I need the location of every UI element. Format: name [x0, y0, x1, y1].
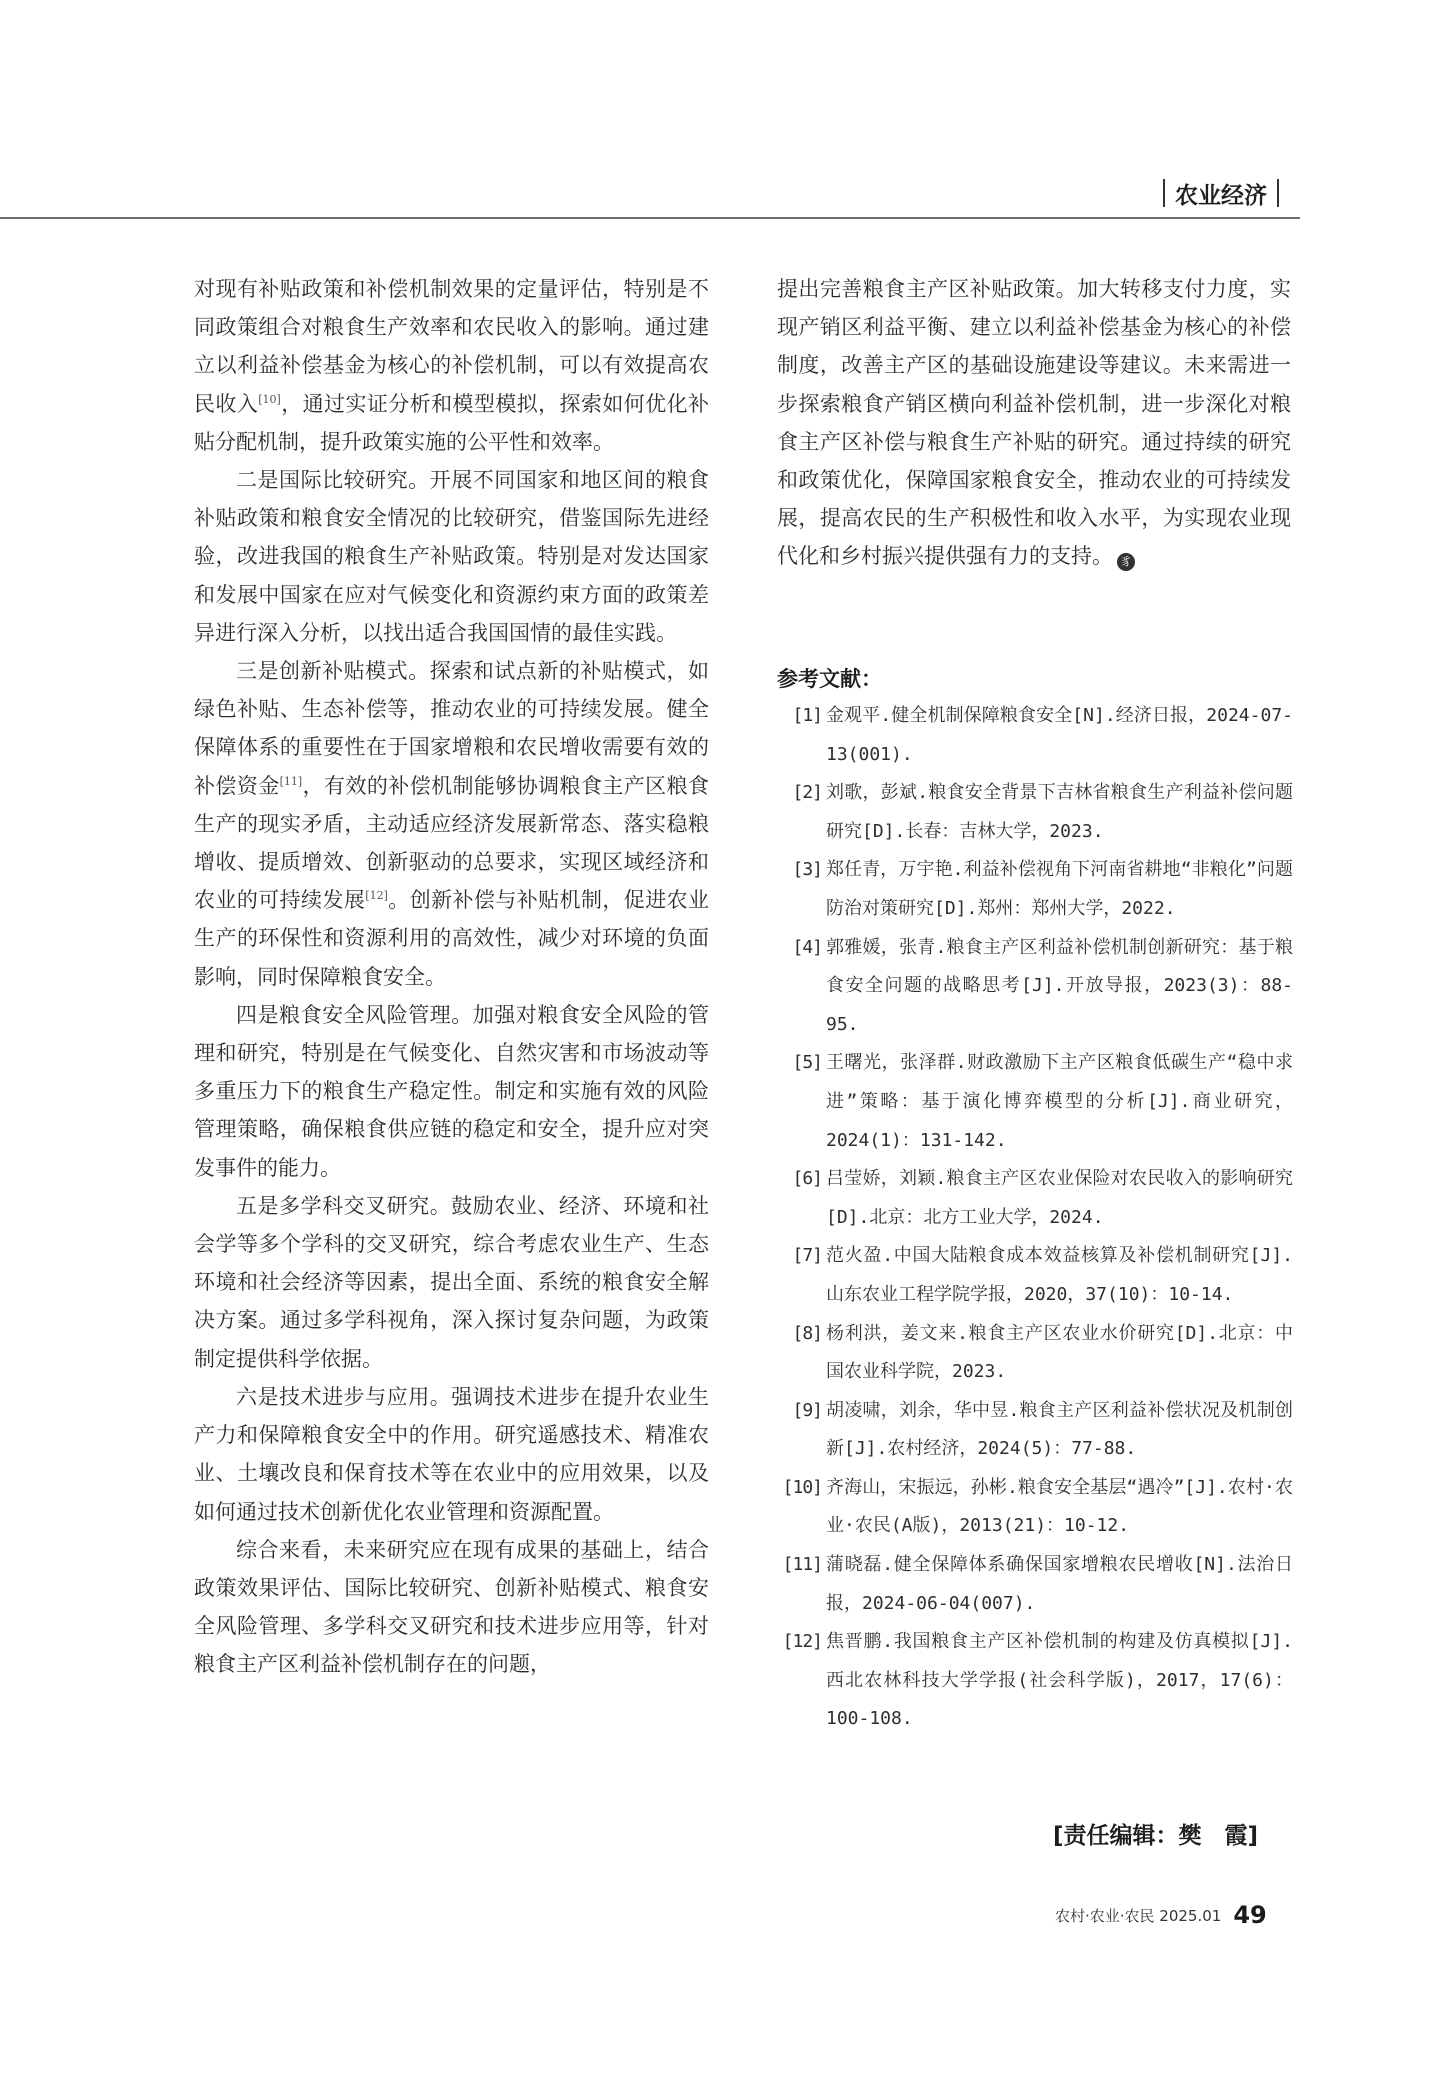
reference-item	[780, 1546, 1293, 1623]
paragraph-text: 三是创新补贴模式。探索和试点新的补贴模式，如绿色补贴、生态补偿等，推动农业的可持续发展。健全保障体系的重要性在于国家增粮和农民增收需要有效的补偿资金	[194, 659, 709, 798]
references-title: 参考文献：	[777, 667, 882, 691]
reference-text: 吕莹娇，刘颖.粮食主产区农业保险对农民收入的影响研究[D].北京：北方工业大学，2024.	[826, 1168, 1293, 1228]
section-title: 农业经济	[1175, 182, 1267, 209]
page-footer	[1055, 1900, 1267, 1930]
reference-text: 金观平.健全机制保障粮食安全[N].经济日报，2024-07-13(001).	[826, 705, 1293, 765]
reference-item	[780, 1044, 1293, 1160]
reference-item	[780, 774, 1293, 851]
citation-11: [11]	[279, 774, 303, 788]
journal-issue: 农村·农业·农民 2025.01	[1055, 1906, 1222, 1925]
reference-text: 郑任青，万宇艳.利益补偿视角下河南省耕地“非粮化”问题防治对策研究[D].郑州：郑州大学，2022.	[826, 859, 1293, 919]
section-label	[1163, 170, 1279, 216]
left-paragraph-3	[194, 652, 709, 996]
reference-item	[780, 1160, 1293, 1237]
reference-text: 王曙光，张泽群.财政激励下主产区粮食低碳生产“稳中求进”策略：基于演化博弈模型的分析[J].商业研究，2024(1)：131-142.	[826, 1052, 1293, 1151]
reference-text: 杨利洪，姜文来.粮食主产区农业水价研究[D].北京：中国农业科学院，2023.	[826, 1322, 1293, 1383]
left-paragraph-7: 综合来看，未来研究应在现有成果的基础上，结合政策效果评估、国际比较研究、创新补贴模式、粮食安全风险管理、多学科交叉研究和技术进步应用等，针对粮食主产区利益补偿机制存在的问题，	[194, 1537, 709, 1677]
left-paragraph-6: 六是技术进步与应用。强调技术进步在提升农业生产力和保障粮食安全中的作用。研究遥感技术、精准农业、土壤改良和保育技术等在农业中的应用效果，以及如何通过技术创新优化农业管理和资源配置。	[194, 1384, 709, 1524]
references-list	[780, 697, 1293, 1739]
left-column	[194, 270, 709, 1684]
paragraph-text: ，通过实证分析和模型模拟，探索如何优化补贴分配机制，提升政策实施的公平性和效率。	[194, 391, 710, 454]
left-paragraph-5: 五是多学科交叉研究。鼓励农业、经济、环境和社会学等多个学科的交叉研究，综合考虑农业生产、生态环境和社会经济等因素，提出全面、系统的粮食安全解决方案。通过多学科视角，深入探讨复杂问题，为政策制定提供科学依据。	[194, 1193, 709, 1371]
reference-item	[780, 1315, 1293, 1392]
header-rule	[0, 217, 1300, 219]
left-paragraph-1	[194, 270, 709, 461]
page-number: 49	[1233, 1901, 1267, 1929]
reference-item	[780, 1392, 1293, 1469]
reference-number: [6]	[792, 1168, 822, 1190]
reference-text: 齐海山，宋振远，孙彬.粮食安全基层“遇冷”[J].农村·农业·农民(A版)，2013(21)：10-12.	[826, 1476, 1293, 1537]
reference-number: [2]	[792, 782, 822, 804]
reference-number: [1]	[792, 705, 822, 726]
reference-item	[780, 1237, 1293, 1314]
reference-number: [8]	[792, 1322, 822, 1344]
left-paragraph-2: 二是国际比较研究。开展不同国家和地区间的粮食补贴政策和粮食安全情况的比较研究，借鉴国际先进经验，改进我国的粮食生产补贴政策。特别是对发达国家和发展中国家在应对气候变化和资源约束方面的政策差异进行深入分析，以找出适合我国国情的最佳实践。	[194, 468, 709, 645]
reference-item	[780, 851, 1293, 928]
reference-text: 胡凌啸，刘余，华中昱.粮食主产区利益补偿状况及机制创新[J].农村经济，2024(5)：77-88.	[826, 1399, 1293, 1460]
section-bar-left	[1163, 179, 1165, 207]
end-mark-icon: 豸	[1117, 553, 1135, 571]
reference-text: 蒲晓磊.健全保障体系确保国家增粮农民增收[N].法治日报，2024-06-04(007).	[826, 1554, 1293, 1614]
right-paragraph-1	[777, 270, 1291, 576]
reference-number: [7]	[792, 1245, 822, 1267]
paragraph-text: 对现有补贴政策和补偿机制效果的定量评估，特别是不同政策组合对粮食生产效率和农民收入的影响。通过建立以利益补偿基金为核心的补偿机制，可以有效提高农民收入	[194, 277, 709, 416]
responsible-editor: [责任编辑：樊 霞]	[1053, 1823, 1259, 1849]
reference-number: [10]	[782, 1476, 822, 1498]
reference-text: 郭雅媛，张青.粮食主产区利益补偿机制创新研究：基于粮食安全问题的战略思考[J].开放导报，2023(3)：88-95.	[826, 936, 1293, 1035]
reference-number: [9]	[792, 1399, 822, 1421]
reference-number: [12]	[782, 1631, 822, 1653]
reference-text: 范火盈.中国大陆粮食成本效益核算及补偿机制研究[J].山东农业工程学院学报，2020，37(10)：10-14.	[826, 1245, 1293, 1305]
reference-item	[780, 1623, 1293, 1739]
reference-number: [4]	[792, 936, 822, 958]
reference-text: 刘歌，彭斌.粮食安全背景下吉林省粮食生产利益补偿问题研究[D].长春：吉林大学，2023.	[826, 782, 1293, 842]
reference-item	[780, 697, 1293, 774]
reference-text: 焦晋鹏.我国粮食主产区补偿机制的构建及仿真模拟[J].西北农林科技大学学报(社会科学版)，2017，17(6)：100-108.	[826, 1631, 1293, 1730]
section-bar-right	[1277, 179, 1279, 207]
reference-number: [5]	[792, 1052, 822, 1074]
paragraph-text: 提出完善粮食主产区补贴政策。加大转移支付力度，实现产销区利益平衡、建立以利益补偿基金为核心的补偿制度，改善主产区的基础设施建设等建议。未来需进一步探索粮食产销区横向利益补偿机制，进一步深化对粮食主产区补偿与粮食生产补贴的研究。通过持续的研究和政策优化，保障国家粮食安全，推动农业的可持续发展，提高农民的生产积极性和收入水平，为实现农业现代化和乡村振兴提供强有力的支持。	[777, 277, 1291, 569]
right-column	[777, 270, 1291, 576]
paragraph-text: ，有效的补偿机制能够协调粮食主产区粮食生产的现实矛盾，主动适应经济发展新常态、落实稳粮增收、提质增效、创新驱动的总要求，实现区域经济和农业的可持续发展	[194, 773, 710, 913]
left-paragraph-4: 四是粮食安全风险管理。加强对粮食安全风险的管理和研究，特别是在气候变化、自然灾害和市场波动等多重压力下的粮食生产稳定性。制定和实施有效的风险管理策略，确保粮食供应链的稳定和安全，提升应对突发事件的能力。	[194, 1002, 709, 1180]
citation-10: [10]	[258, 392, 281, 406]
reference-number: [3]	[792, 859, 822, 881]
reference-number: [11]	[782, 1554, 822, 1576]
paragraph-text: 。创新补偿与补贴机制，促进农业生产的环保性和资源利用的高效性，减少对环境的负面影响，同时保障粮食安全。	[194, 888, 710, 989]
reference-item	[780, 1469, 1293, 1546]
reference-item	[780, 929, 1293, 1045]
citation-12: [12]	[365, 889, 388, 903]
